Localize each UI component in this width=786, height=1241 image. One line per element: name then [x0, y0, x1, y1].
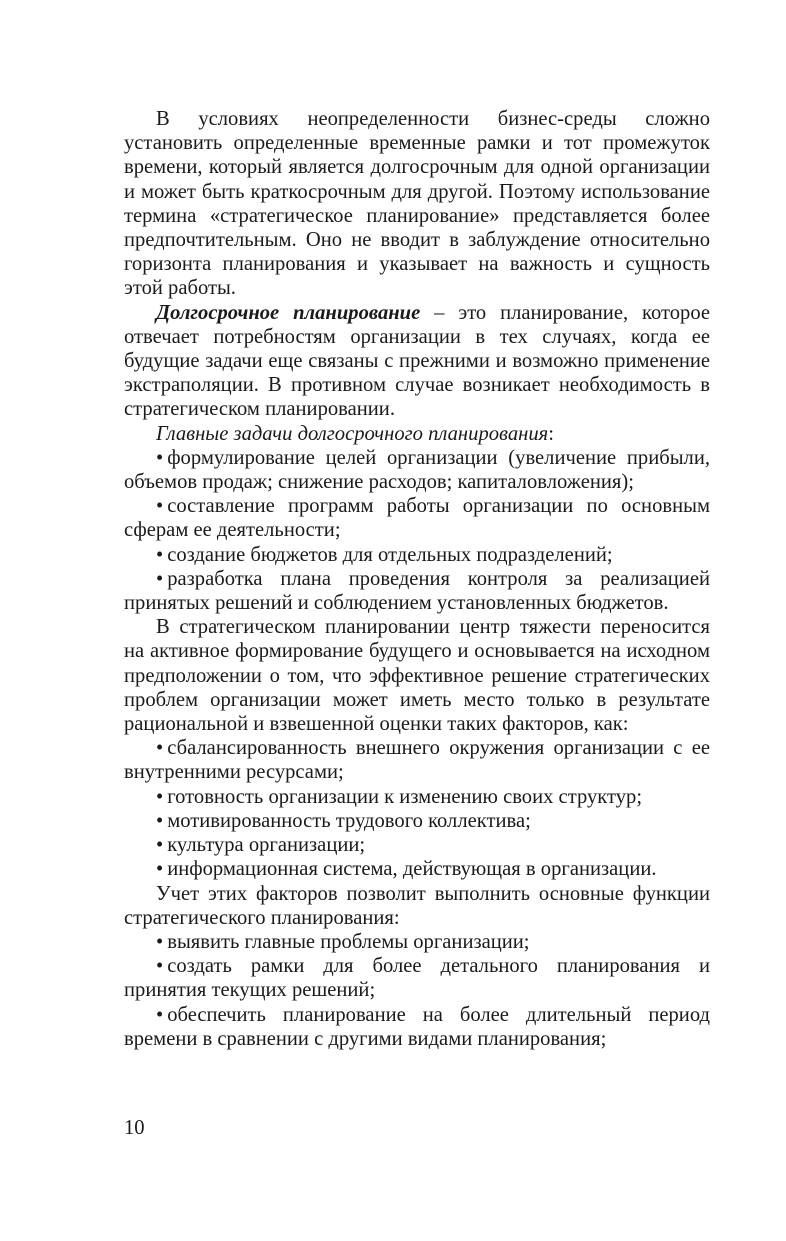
definition-text: – это планирование, которое отвечает потребностям организации в тех случаях, когда ее будущие задачи еще связаны с прежними и возможно применение экстраполяции. В противном случае возникает необходимость в стратегическом планировании. — [124, 301, 711, 421]
bullet-marker: • — [156, 446, 164, 469]
bullet-marker: • — [156, 567, 164, 590]
paragraph-uncertainty: В условиях неопределенности бизнес-среды сложно установить определенные временные рамки и тот промежуток времени, который является долгосрочным для одной организации и может быть краткосрочным для другой. Поэтому использование термина «стратегическое планирование» представляется более предпочтительным. Оно не вводит в заблуждение относительно горизонта планирования и указывает на важность и сущность этой работы. — [124, 108, 710, 300]
bullet-marker: • — [156, 955, 164, 978]
paragraph-tasks-heading — [124, 422, 710, 446]
list-item — [124, 494, 710, 542]
bullet-marker: • — [156, 834, 164, 857]
bullet-marker: • — [156, 785, 164, 808]
tasks-heading-text: Главные задачи долгосрочного планирования — [156, 422, 549, 445]
list-item — [124, 736, 710, 784]
list-item — [124, 785, 710, 809]
bullet-marker: • — [156, 930, 164, 953]
page-number: 10 — [124, 1117, 145, 1139]
list-item-text: создание бюджетов для отдельных подразделений; — [167, 543, 613, 566]
list-item-text: информационная система, действующая в организации. — [167, 858, 657, 881]
list-item — [124, 1003, 710, 1051]
bullet-marker: • — [156, 858, 164, 881]
list-item-text: формулирование целей организации (увеличение прибыли, объемов продаж; снижение расходов; капиталовложения); — [124, 446, 710, 494]
list-item — [124, 954, 710, 1002]
bullet-marker: • — [156, 543, 164, 566]
paragraph-long-term-definition — [124, 301, 710, 422]
bullet-marker: • — [156, 809, 164, 832]
list-item — [124, 446, 710, 494]
paragraph-strategic-focus: В стратегическом планировании центр тяжести переносится на активное формирование будущего и основывается на исходном предположении о том, что эффективное решение стратегических проблем организации может иметь место только в результате рациональной и взвешенной оценки таких факторов, как: — [124, 616, 710, 736]
list-item-text: разработка плана проведения контроля за реализацией принятых решений и соблюдением установленных бюджетов. — [124, 567, 710, 615]
list-item — [124, 567, 710, 615]
list-item-text: составление программ работы организации по основным сферам ее деятельности; — [124, 495, 710, 542]
list-item — [124, 809, 710, 833]
term-long-term-planning: Долгосрочное планирование — [156, 301, 421, 324]
list-item-text: выявить главные проблемы организации; — [167, 930, 530, 953]
list-item-text: готовность организации к изменению своих структур; — [167, 785, 643, 808]
bullet-marker: • — [156, 495, 164, 518]
list-item-text: сбалансированность внешнего окружения организации с ее внутренними ресурсами; — [124, 737, 710, 784]
bullet-marker: • — [156, 1003, 164, 1026]
list-item — [124, 543, 710, 567]
list-item — [124, 833, 710, 857]
page-body — [124, 107, 710, 1051]
list-item — [124, 930, 710, 954]
list-item-text: мотивированность трудового коллектива; — [167, 809, 531, 832]
paragraph-functions-intro: Учет этих факторов позволит выполнить основные функции стратегического планирования: — [124, 882, 710, 929]
tasks-heading-colon: : — [548, 422, 554, 445]
list-item-text: обеспечить планирование на более длительный период времени в сравнении с другими видами планирования; — [124, 1003, 710, 1050]
list-item-text: создать рамки для более детального планирования и принятия текущих решений; — [124, 955, 710, 1002]
list-item-text: культура организации; — [167, 834, 366, 857]
list-item — [124, 857, 710, 881]
bullet-marker: • — [156, 737, 164, 760]
